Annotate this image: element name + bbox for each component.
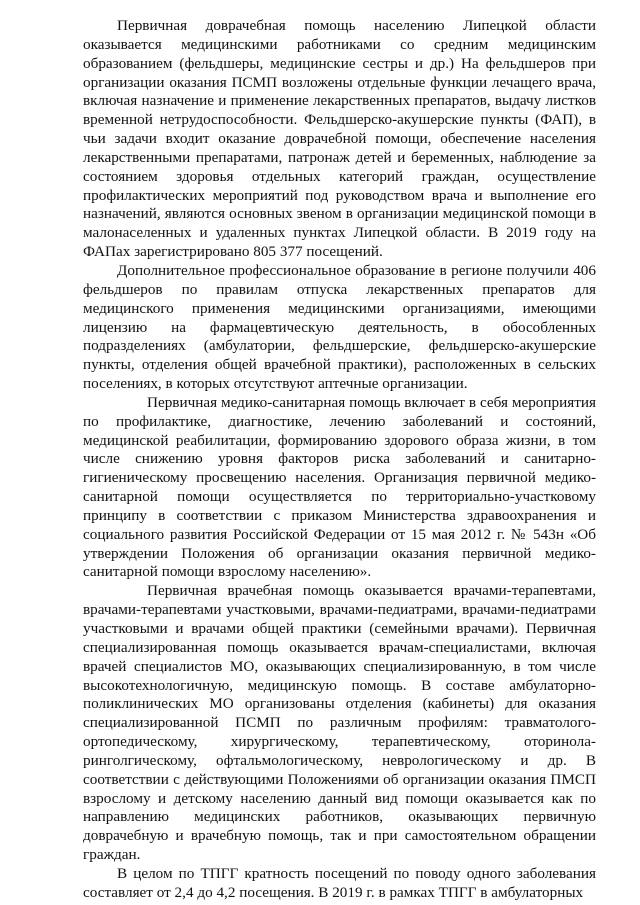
paragraph-paramedical-care: Первичная доврачебная помощь населению Липецкой области оказывается медицинскими работниками со средним медицинским образованием (фельдшеры, медицинские сестры и др.) На фельдшеров при организации оказания ПСМП возложены отдельные функции лечащего врача, включая назначение и применение лекарственных препаратов, выдачу листков временной нетрудоспособности. Фельдшерско-акушерские пункты (ФАП), в чьи задачи входит оказание доврачебной помощи, обеспечение населения лекарственными препаратами, патронаж детей и беременных, наблюдение за состоянием здоровья отдельных категорий граждан, осуществление профилактических мероприятий под руководством врача и выполнение его назначений, являются основных звеном в организации медицинской помощи в малонаселенных и удаленных пунктах Липецкой области. В 2019 году на ФАПах зарегистрировано 805 377 посещений. bbox=[83, 17, 596, 261]
paragraph-primary-physician-care: Первичная врачебная помощь оказывается врачами-терапевтами, врачами-терапевтами участковыми, врачами-педиатрами, врачами-педиатрами участковыми и врачами общей практики (семейными врачами). Первичная специализированная помощь оказывается врачам-специалистами, включая врачей специалистов МО, оказывающих специализированную, в том числе высокотехнологичную, медицинскую помощь. В составе амбулаторно-поликлинических МО организованы отделения (кабинеты) для оказания специализированной ПСМП по различным профилям: травматолого-ортопедическому, хирургическому, терапевтическому, оторинола-ринголгическому, офтальмологическому, неврологическому и др. В соответствии с действующими Положениями об организации оказания ПМСП взрослому и детскому населению данный вид помощи оказывается как по направлению медицинских работников, оказывающих первичную доврачебную и врачебную помощь, так и при самостоятельном обращении граждан. bbox=[83, 582, 596, 864]
paragraph-primary-care-definition: Первичная медико-санитарная помощь включает в себя мероприятия по профилактике, диагностике, лечению заболеваний и состояний, медицинской реабилитации, формированию здорового образа жизни, в том числе снижению уровня факторов риска заболеваний и санитарно-гигиеническому просвещению населения. Организация первичной медико-санитарной помощи осуществляется по территориально-участковому принципу в соответствии с приказом Министерства здравоохранения и социального развития Российской Федерации от 15 мая 2012 г. № 543н «Об утверждении Положения об организации оказания первичной медико-санитарной помощи взрослому населению». bbox=[83, 393, 596, 581]
document-page bbox=[83, 17, 596, 903]
paragraph-additional-education: Дополнительное профессиональное образование в регионе получили 406 фельдшеров по правилам отпуска лекарственных препаратов для медицинского применения медицинскими организациями, имеющими лицензию на фармацевтическую деятельность, в обособленных подразделениях (амбулатории, фельдшерские, фельдшерско-акушерские пункты, отделения общей врачебной практики), расположенных в сельских поселениях, в которых отсутствуют аптечные организации. bbox=[83, 261, 596, 393]
paragraph-visit-frequency: В целом по ТПГГ кратность посещений по поводу одного заболевания составляет от 2,4 до 4,2 посещения. В 2019 г. в рамках ТПГГ в амбулаторных bbox=[83, 864, 596, 901]
